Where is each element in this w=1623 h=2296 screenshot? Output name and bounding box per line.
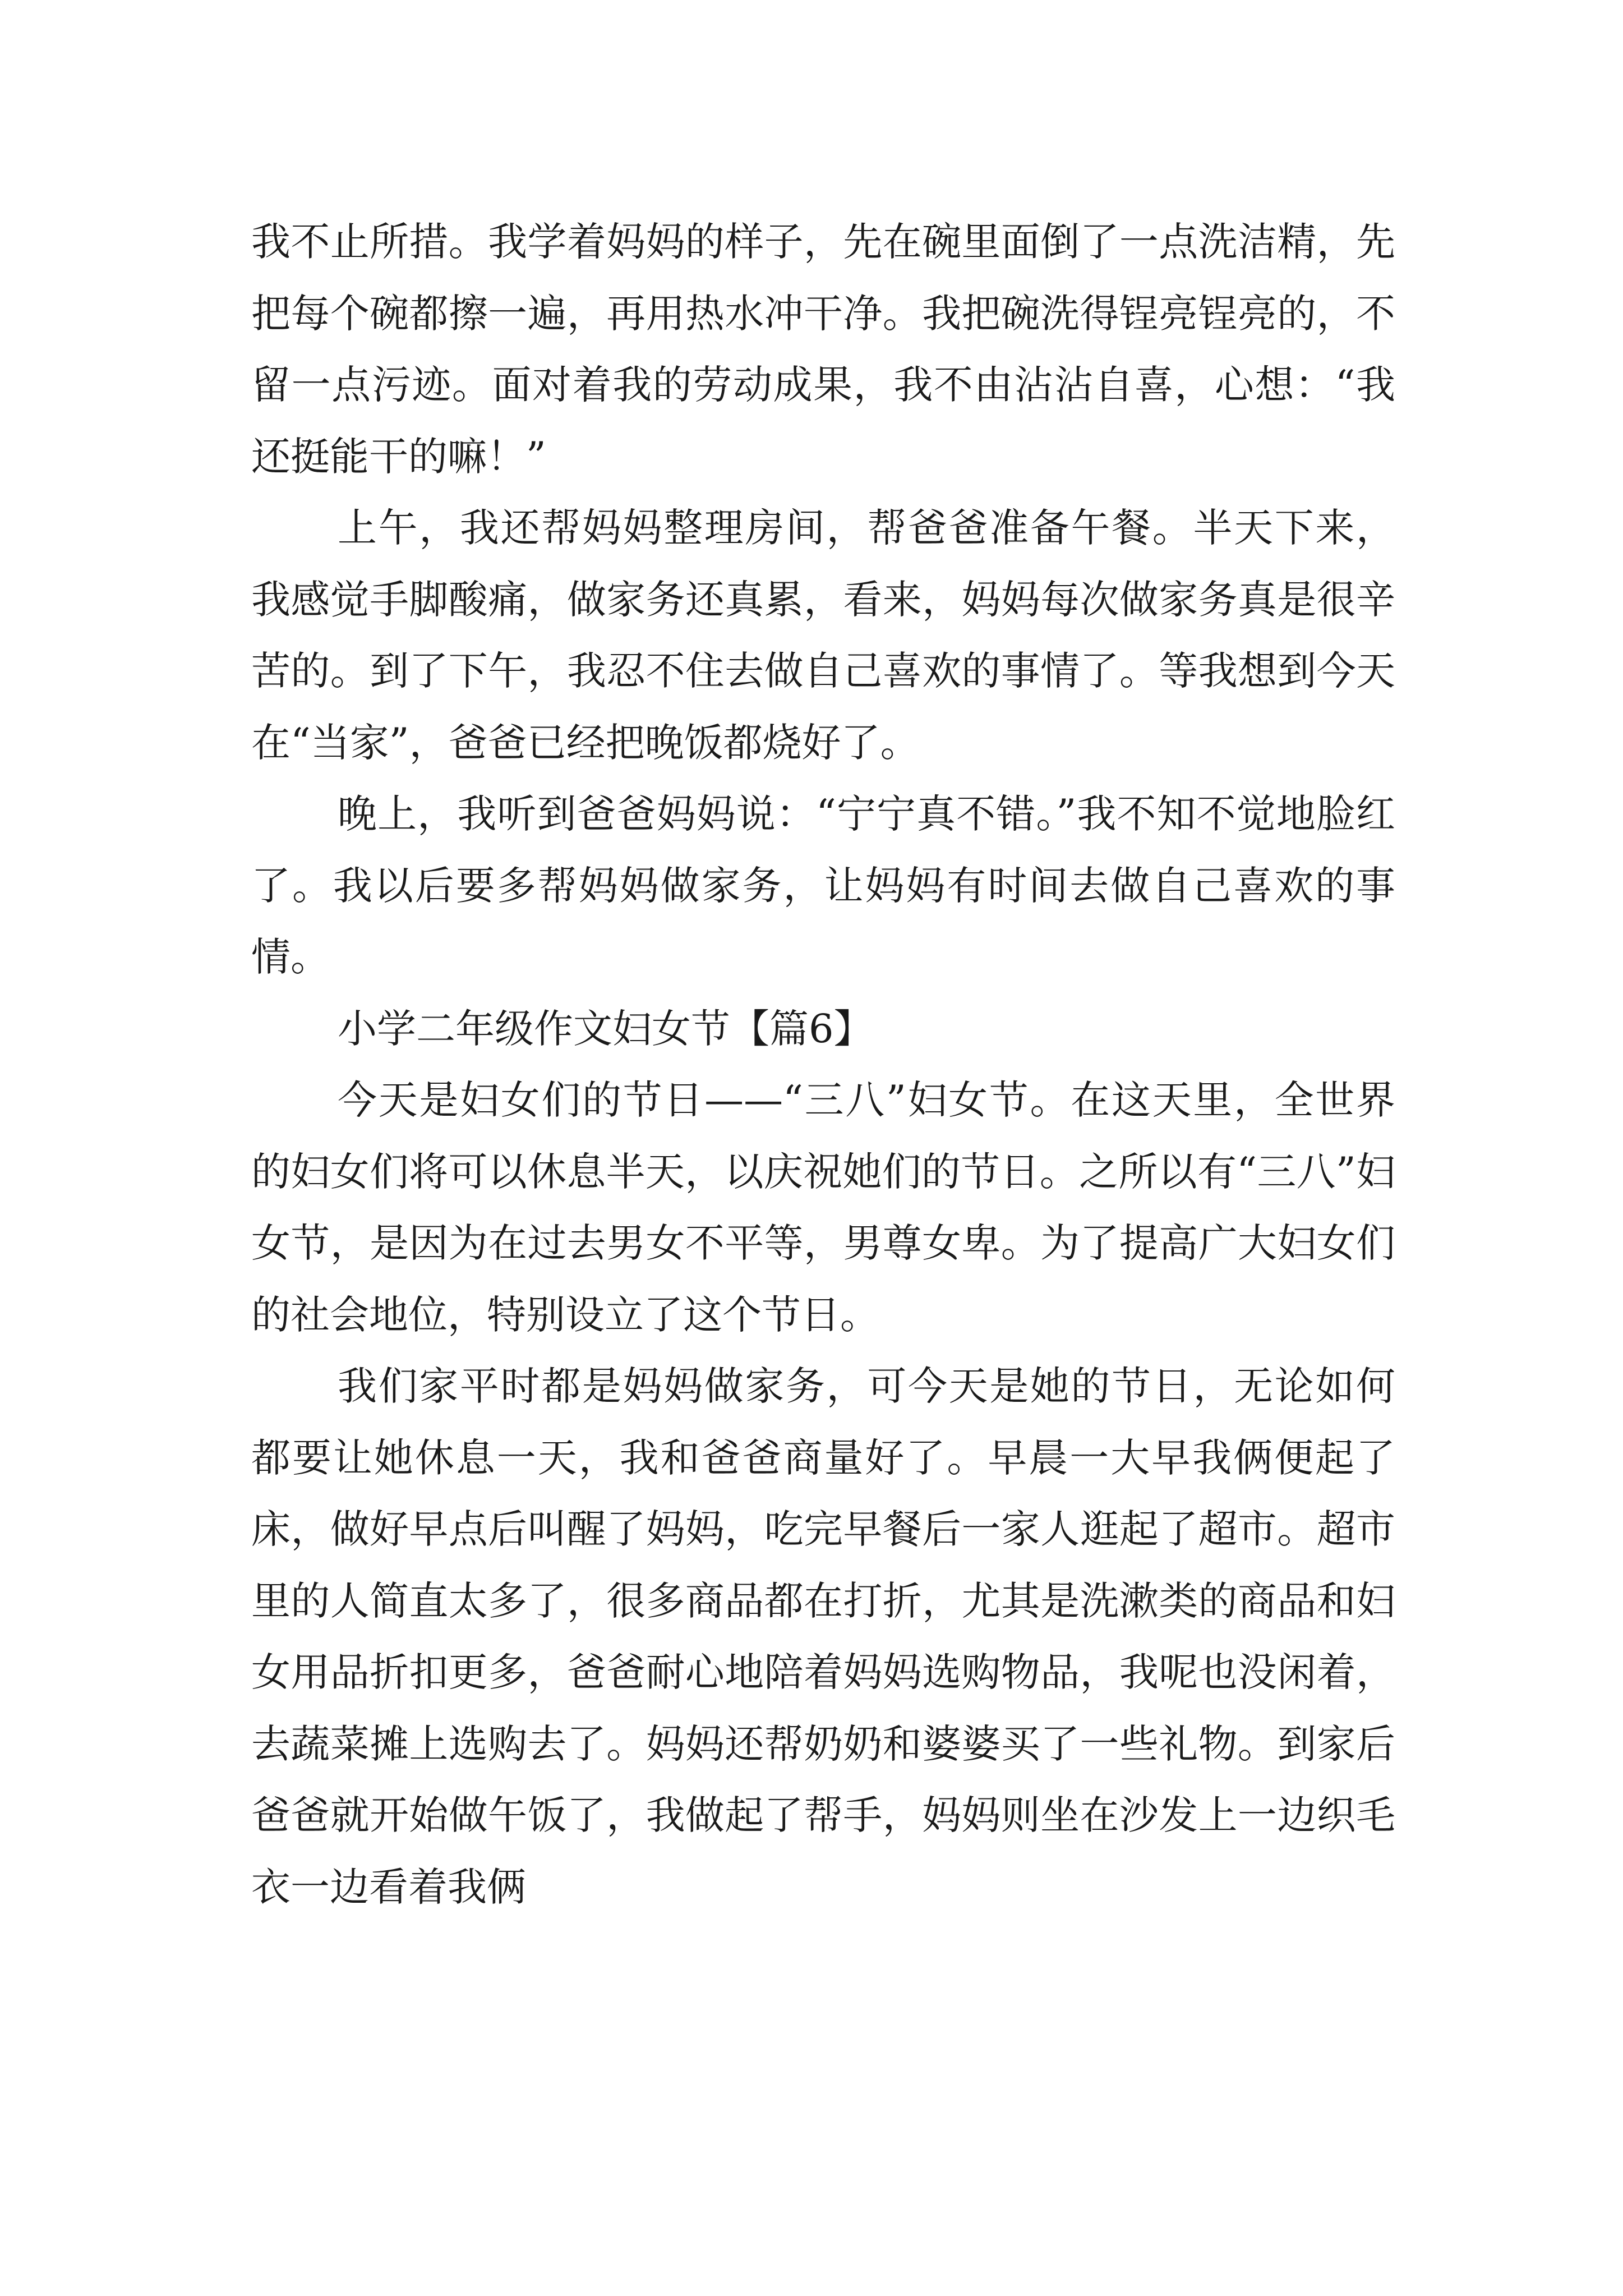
- paragraph-4: 今天是妇女们的节日——“三八”妇女节。在这天里，全世界的妇女们将可以休息半天，以庆祝她们的节日。之所以有“三八”妇女节，是因为在过去男女不平等，男尊女卑。为了提高广大妇女们的社会地位，特别设立了这个节日。: [251, 1077, 1395, 1338]
- section-heading: 小学二年级作文妇女节【篇6】: [338, 1005, 873, 1052]
- paragraph-1: 我不止所措。我学着妈妈的样子，先在碗里面倒了一点洗洁精，先把每个碗都擦一遍，再用热水冲干净。我把碗洗得锃亮锃亮的，不留一点污迹。面对着我的劳动成果，我不由沾沾自喜，心想：“我还挺能干的嘛！”: [251, 219, 1395, 480]
- paragraph-3: 晚上，我听到爸爸妈妈说：“宁宁真不错。”我不知不觉地脸红了。我以后要多帮妈妈做家务，让妈妈有时间去做自己喜欢的事情。: [251, 791, 1395, 980]
- paragraph-2: 上午，我还帮妈妈整理房间，帮爸爸准备午餐。半天下来，我感觉手脚酸痛，做家务还真累，看来，妈妈每次做家务真是很辛苦的。到了下午，我忍不住去做自己喜欢的事情了。等我想到今天在“当家”，爸爸已经把晚饭都烧好了。: [251, 505, 1395, 766]
- paragraph-5: 我们家平时都是妈妈做家务，可今天是她的节日，无论如何都要让她休息一天，我和爸爸商量好了。早晨一大早我俩便起了床，做好早点后叫醒了妈妈，吃完早餐后一家人逛起了超市。超市里的人简直太多了，很多商品都在打折，尤其是洗漱类的商品和妇女用品折扣更多，爸爸耐心地陪着妈妈选购物品，我呢也没闲着，去蔬菜摊上选购去了。妈妈还帮奶奶和婆婆买了一些礼物。到家后爸爸就开始做午饭了，我做起了帮手，妈妈则坐在沙发上一边织毛衣一边看着我俩: [251, 1363, 1395, 1910]
- document-body: [251, 206, 1395, 1923]
